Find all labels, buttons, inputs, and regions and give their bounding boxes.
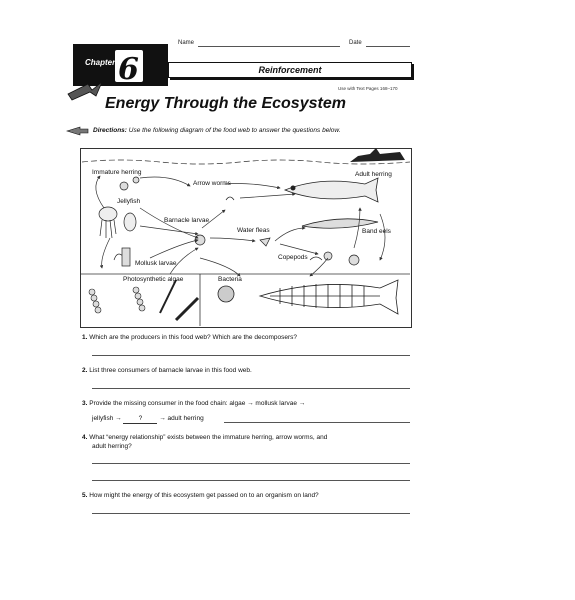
question-3-line-2: jellyfish → ? → adult herring [92,415,204,422]
label-adult-herring: Adult herring [355,171,392,178]
question-2: 2. List three consumers of barnacle larvae in this food web. [82,367,252,374]
answer-line-4b[interactable] [92,480,410,481]
name-label: Name [178,40,195,46]
jellyfish-figure [99,207,136,238]
answer-line-5[interactable] [92,513,410,514]
label-barnacle-larvae: Barnacle larvae [164,217,210,224]
missing-consumer-blank[interactable]: ? [123,414,157,424]
use-with-text: Use with Text Pages 168–170 [338,86,398,91]
question-3: 3. Provide the missing consumer in the food chain: algae → mollusk larvae → [82,400,306,407]
band-eel-fish [302,219,378,228]
question-1: 1. Which are the producers in this food web? Which are the decomposers? [82,334,297,341]
label-photosynthetic-algae: Photosynthetic algae [123,276,184,283]
label-mollusk-larvae: Mollusk larvae [135,260,177,267]
label-water-fleas: Water fleas [237,227,270,234]
label-copepods: Copepods [278,254,308,261]
chapter-number: 6 [118,52,139,87]
reinforcement-banner: Reinforcement [168,62,412,78]
label-arrow-worms: Arrow worms [193,180,231,187]
algae-chains [89,280,198,320]
directions-text: Directions: Use the following diagram of the food web to answer the questions below. [93,127,341,134]
chapter-word: Chapter [85,58,116,67]
adult-herring-fish [285,178,378,202]
pointer-arrow-icon [66,80,106,104]
answer-line-2[interactable] [92,388,410,389]
page-title: Energy Through the Ecosystem [105,95,346,112]
question-4: 4. What “energy relationship” exists between the immature herring, arrow worms, and [82,434,328,441]
answer-line-3[interactable] [224,422,410,423]
skeleton-fish [260,280,398,314]
directions-arrow-icon [66,126,90,136]
label-bacteria: Bacteria [218,276,242,283]
date-label: Date [349,40,362,46]
date-field[interactable] [366,46,410,47]
name-field[interactable] [198,46,340,47]
question-4-line-2: adult herring? [92,443,132,450]
label-immature-herring: Immature herring [92,169,142,176]
label-band-eels: Band eels [362,228,391,235]
question-5: 5. How might the energy of this ecosystem get passed on to an organism on land? [82,492,319,499]
label-jellyfish: Jellyfish [117,198,141,205]
answer-line-1[interactable] [92,355,410,356]
answer-line-4a[interactable] [92,463,410,464]
